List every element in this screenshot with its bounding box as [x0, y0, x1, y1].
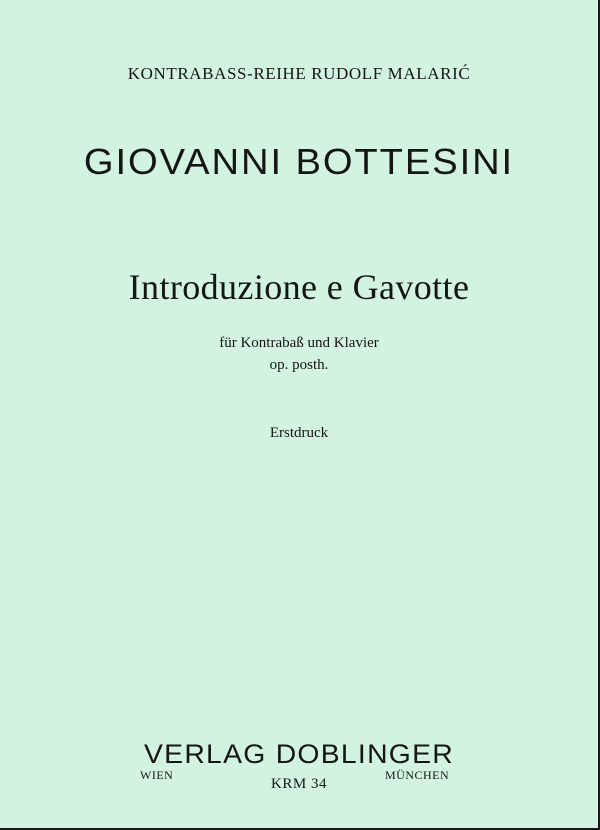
- edition-note: Erstdruck: [269, 425, 329, 441]
- catalog-number: KRM 34: [271, 776, 327, 792]
- instrumentation: für Kontrabaß und Klavier: [219, 335, 379, 351]
- composer-name: GIOVANNI BOTTESINI: [83, 141, 515, 182]
- publisher-city-right: MÜNCHEN: [385, 768, 450, 782]
- publisher-name: VERLAG DOBLINGER: [143, 739, 455, 769]
- opus-number: op. posth.: [269, 357, 329, 373]
- series-title: KONTRABASS-REIHE RUDOLF MALARIĆ: [127, 64, 471, 83]
- work-title: Introduzione e Gavotte: [128, 267, 470, 307]
- publisher-city-left: WIEN: [140, 768, 174, 782]
